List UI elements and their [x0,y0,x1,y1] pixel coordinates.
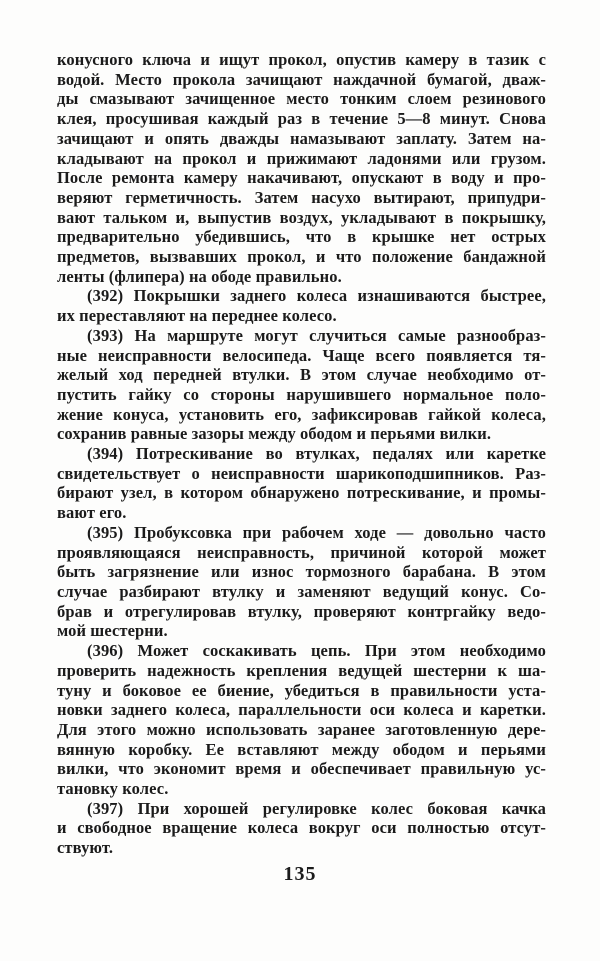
text-line [57,799,546,819]
text-line: ствуют. [57,838,114,858]
text-line-text: Может соскакивать цепь. При этом необходимо [137,641,546,661]
paragraph-396 [57,641,546,799]
paragraph-395 [57,523,546,641]
text-line: свидетельствует о неисправности шарикоподшипников. Раз- [57,463,546,483]
text-line: брав и отрегулировав втулку, проверяют контргайку ведо- [57,601,546,621]
item-number: (393) [87,325,124,345]
text-line [57,444,546,464]
text-line-text: Потрескивание во втулках, педалях или каретке [135,444,546,464]
text-line: туну и боковое ее биение, убедиться в правильности уста- [57,680,546,700]
text-line: быть загрязнение или износ тормозного барабана. В этом [57,562,546,582]
text-line [57,326,546,346]
page-number: 135 [283,863,317,885]
text-line: проявляющаяся неисправность, причиной которой может [57,542,546,562]
text-line: вают его. [57,503,127,523]
paragraph-392 [57,286,546,325]
item-number: (394) [87,444,124,464]
paragraph-391-continuation [57,50,546,286]
text-line: После ремонта камеру накачивают, опускают в воду и про- [57,168,546,188]
text-line: новки заднего колеса, параллельности оси колеса и каретки. [57,700,546,720]
text-line: сохранив равные зазоры между ободом и перьями вилки. [57,424,492,444]
text-line: бирают узел, в котором обнаружено потрескивание, и промы- [57,483,546,503]
paragraph-397 [57,799,546,858]
text-line-text: При хорошей регулировке колес боковая качка [137,798,546,818]
text-line [57,286,546,306]
text-block [57,50,546,858]
item-number: (395) [87,522,124,542]
text-line: и свободное вращение колеса вокруг оси полностью отсут- [57,818,546,838]
item-number: (396) [87,641,124,661]
text-line: вянную коробку. Ее вставляют между ободом и перьями [57,739,546,759]
text-line [57,641,546,661]
text-line: случае разбирают втулку и заменяют ведущий конус. Со- [57,581,546,601]
text-line: ды смазывают зачищенное место тонким слоем резинового [57,89,546,109]
text-line: водой. Место прокола зачищают наждачной бумагой, дваж- [57,69,546,89]
text-line: конусного ключа и ищут прокол, опустив камеру в тазик с [57,50,546,69]
paragraph-393 [57,326,546,444]
text-line: вают тальком и, выпустив воздух, укладывают в покрышку, [57,207,546,227]
text-line: их переставляют на переднее колесо. [57,306,337,326]
text-line: жение конуса, установить его, зафиксировав гайкой колеса, [57,404,546,424]
text-line: желый ход передней втулки. В этом случае необходимо от- [57,365,546,385]
text-line: ленты (флипера) на ободе правильно. [57,266,342,286]
text-line: вилки, что экономит время и обеспечивает правильную ус- [57,759,546,779]
text-line-text: На маршруте могут случиться самые разнообраз- [134,325,546,345]
text-line: веряют герметичность. Затем насухо вытирают, припудри- [57,187,546,207]
text-line: зачищают и опять дважды намазывают заплату. Затем на- [57,128,546,148]
text-line: мой шестерни. [57,621,168,641]
paragraph-394 [57,444,546,523]
text-line: предметов, вызвавших прокол, и что положение бандажной [57,247,546,267]
text-line-text: Пробуксовка при рабочем ходе — довольно часто [134,522,546,542]
text-line: ные неисправности велосипеда. Чаще всего появляется тя- [57,345,546,365]
text-line: пустить гайку со стороны нарушившего нормальное поло- [57,384,546,404]
item-number: (397) [87,798,124,818]
text-line: проверить надежность крепления ведущей шестерни к ша- [57,660,546,680]
text-line: кладывают на прокол и прижимают ладонями или грузом. [57,148,546,168]
text-line-text: Покрышки заднего колеса изнашиваются быстрее, [133,286,546,306]
text-line: клея, просушивая каждый раз в течение 5—8 минут. Снова [57,109,546,129]
text-line: тановку колес. [57,779,169,799]
text-line: предварительно убедившись, что в крышке нет острых [57,227,546,247]
item-number: (392) [87,286,124,306]
text-line [57,523,546,543]
text-line: Для этого можно использовать заранее заготовленную дере- [57,719,546,739]
